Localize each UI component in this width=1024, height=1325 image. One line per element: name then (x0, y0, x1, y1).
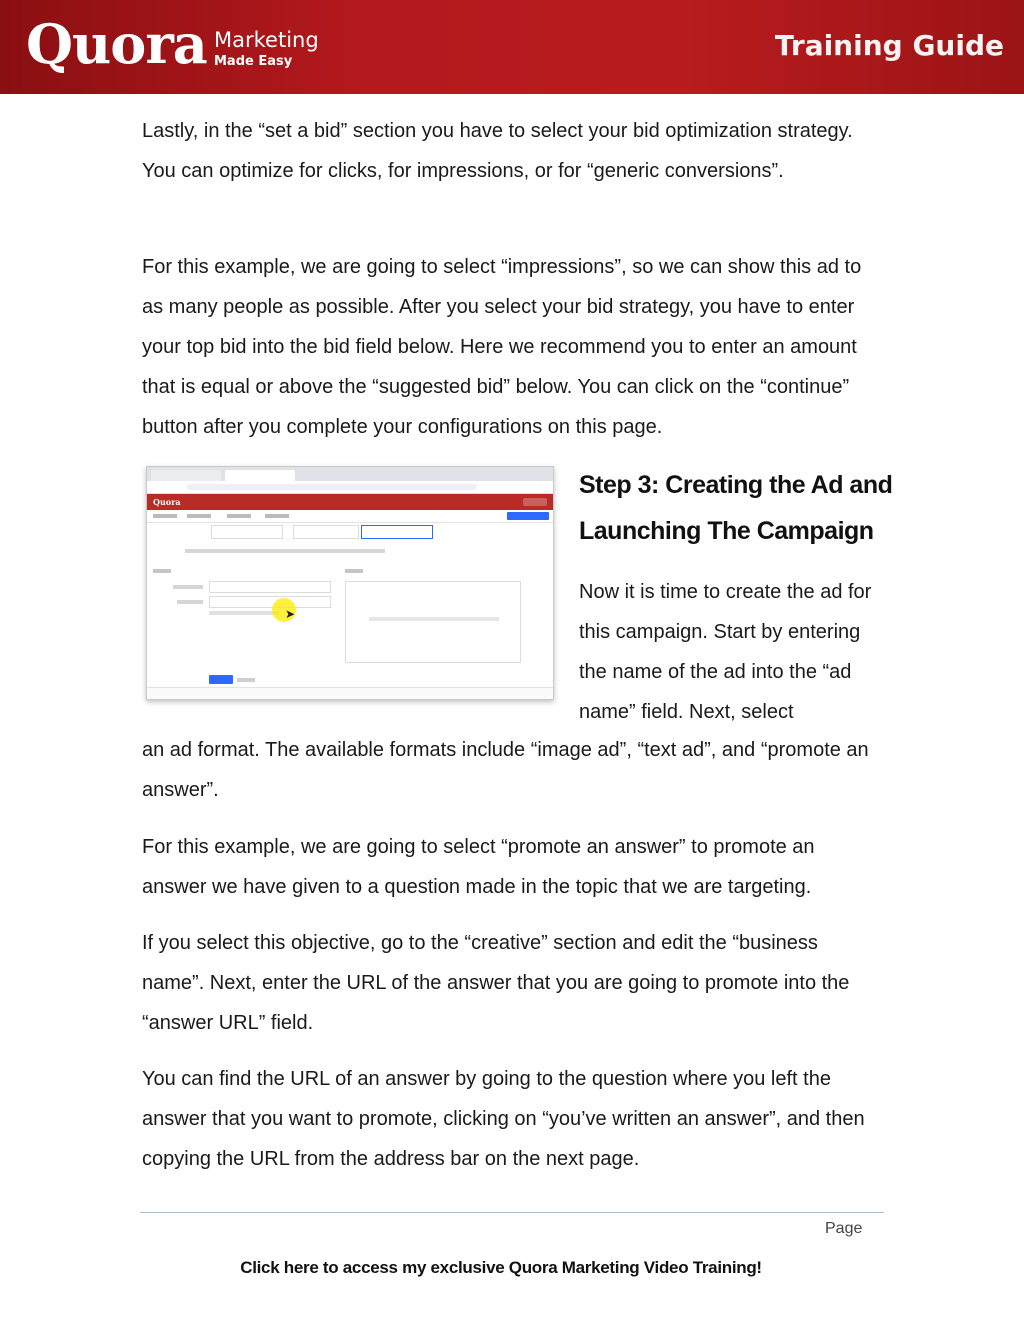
paragraph-bid-optimization: Lastly, in the “set a bid” section you have to select your bid optimization strategy. You can optimize for clicks, for impressions, or for “generic conversions”. (142, 120, 853, 182)
mouse-pointer-icon: ➤ (285, 607, 296, 621)
subnav-item (153, 514, 177, 518)
page-number-label: Page (825, 1220, 863, 1237)
subnav-item (227, 514, 251, 518)
screenshot-footer (147, 687, 553, 700)
browser-tab-bar (147, 467, 553, 481)
browser-address-bar (147, 481, 553, 494)
format-option-promote-answer (361, 525, 433, 539)
logo-tagline-marketing: Marketing (214, 28, 319, 52)
browser-tab (151, 470, 221, 481)
answer-url-label (177, 600, 203, 604)
quora-app-bar (147, 494, 553, 510)
preview-placeholder-text (369, 617, 499, 621)
user-menu (523, 498, 547, 506)
description-line (185, 549, 385, 553)
address-field (187, 484, 477, 490)
paragraph-create-ad-part2: an ad format. The available formats include “image ad”, “text ad”, and “promote an answer”. (142, 739, 869, 801)
ad-preview-box (345, 581, 521, 663)
paragraph-create-ad-part1: Now it is time to create the ad for this campaign. Start by entering the name of the ad into the “ad name” field. Next, select (579, 581, 872, 723)
preview-label (345, 569, 363, 573)
quora-logo: Quora (26, 12, 207, 76)
create-campaign-button (507, 512, 549, 520)
creative-label (153, 569, 171, 573)
paragraph-impressions-example: For this example, we are going to select “impressions”, so we can show this ad to as many people as possible. After you select your bid strategy, you have to enter your top bid into the bid field below. Here we recommend you to enter an amount that is equal or above the “suggested bid” below. You can click on the “continue” button after you complete your configurations on this page. (142, 256, 862, 438)
subnav-item (265, 514, 289, 518)
business-name-label (173, 585, 203, 589)
training-guide-title: Training Guide (774, 29, 1004, 62)
format-option-text-ad (293, 525, 359, 539)
paragraph-creative-section: If you select this objective, go to the “creative” section and edit the “business name”. Next, enter the URL of the answer that you are going to promote into the “answer URL” field. (142, 932, 850, 1034)
helper-text (209, 611, 279, 615)
continue-button (209, 675, 233, 684)
step-3-heading: Step 3: Creating the Ad and Launching The Campaign (579, 471, 893, 545)
business-name-field (209, 581, 331, 593)
quora-brand: Quora (153, 497, 181, 507)
video-training-link[interactable]: Click here to access my exclusive Quora Marketing Video Training! (240, 1258, 762, 1277)
ads-manager-screenshot (146, 466, 554, 700)
browser-tab-active (225, 470, 295, 481)
paragraph-promote-answer-example: For this example, we are going to select “promote an answer” to promote an answer we have given to a question made in the topic that we are targeting. (142, 836, 815, 898)
cancel-button (237, 678, 255, 682)
ads-subnav (147, 510, 553, 523)
subnav-item (187, 514, 211, 518)
header-banner (0, 0, 1024, 94)
format-option-image-ad (211, 525, 283, 539)
answer-url-field (209, 596, 331, 608)
paragraph-find-answer-url: You can find the URL of an answer by going to the question where you left the answer that you want to promote, clicking on “you’ve written an answer”, and then copying the URL from the address bar on the next page. (142, 1068, 865, 1170)
footer-divider (140, 1212, 884, 1213)
logo-tagline-made-easy: Made Easy (214, 54, 293, 69)
